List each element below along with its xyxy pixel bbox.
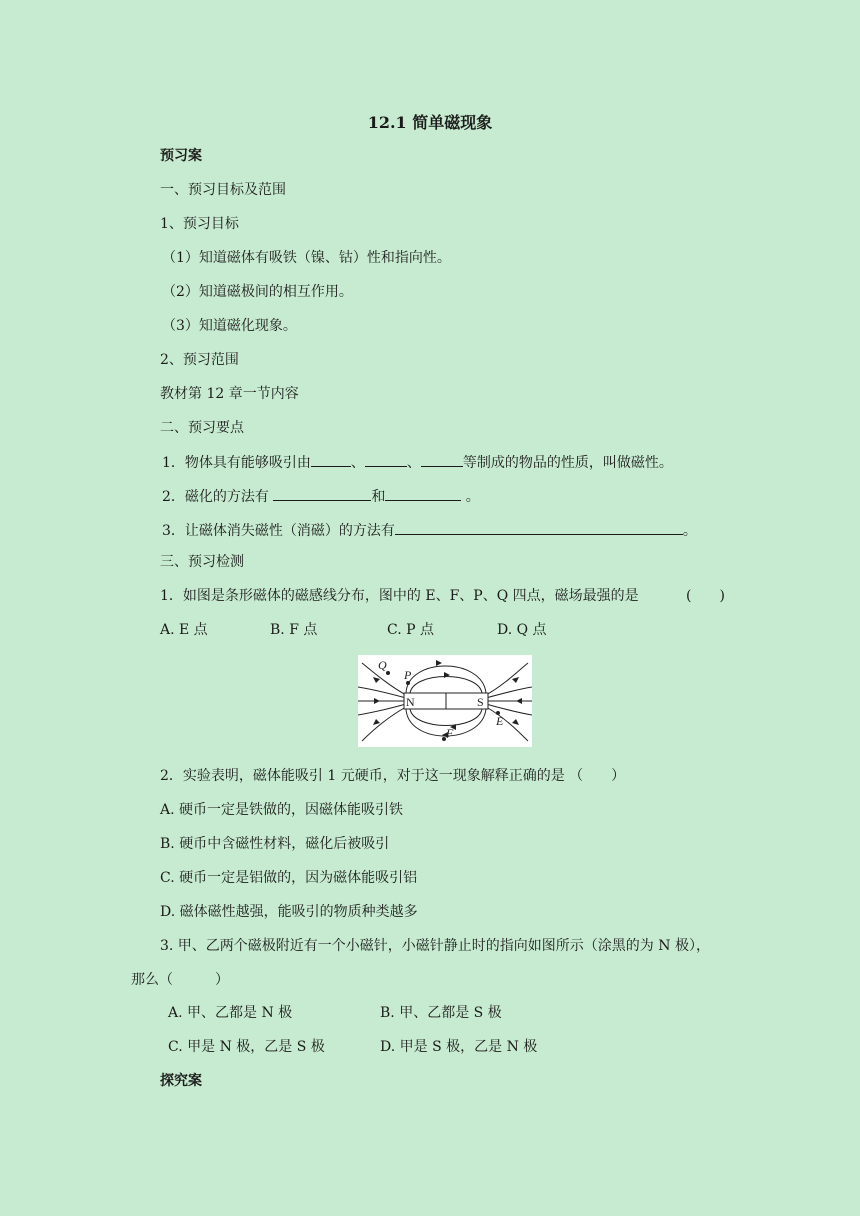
goal-item: （2）知道磁极间的相互作用。 <box>162 284 353 300</box>
point-3 <box>162 520 860 541</box>
separator: 、 <box>350 455 365 471</box>
pole-n-label: N <box>406 695 415 709</box>
point-3-text-a: 3．让磁体消失磁性（消磁）的方法有 <box>162 523 395 539</box>
goal-subheading: 1、预习目标 <box>160 216 239 232</box>
section-explore-heading: 探究案 <box>160 1073 202 1089</box>
q3-option-b[interactable]: B. 甲、乙都是 S 极 <box>380 1005 502 1021</box>
arrow-icon <box>373 677 380 683</box>
arrow-icon <box>444 672 450 678</box>
q1-option-d[interactable]: D. Q 点 <box>497 622 547 638</box>
range-subheading: 2、预习范围 <box>160 352 239 368</box>
point-p-label: P <box>404 668 412 682</box>
q2-option-a[interactable]: A. 硬币一定是铁做的，因磁体能吸引铁 <box>160 802 404 818</box>
point-2 <box>162 486 860 507</box>
q2-option-c[interactable]: C. 硬币一定是铝做的，因为磁体能吸引铝 <box>160 870 418 886</box>
fill-blank[interactable] <box>311 452 351 467</box>
check-heading: 三、预习检测 <box>160 554 244 570</box>
field-lines-diagram <box>358 655 532 747</box>
pole-s-label: S <box>477 695 484 709</box>
field-line <box>486 704 532 715</box>
arrow-icon <box>436 660 442 666</box>
arrow-icon <box>373 719 380 725</box>
point-2-text-a: 2．磁化的方法有 <box>162 489 274 505</box>
field-line <box>410 709 482 726</box>
fill-blank[interactable] <box>395 520 683 535</box>
q1-option-b[interactable]: B. F 点 <box>270 622 318 638</box>
q1-stem: 1．如图是条形磁体的磁感线分布，图中的 E、F、P、Q 四点，磁场最强的是 <box>160 588 639 604</box>
field-line <box>358 687 406 698</box>
magnet-field-figure <box>358 655 532 747</box>
arrow-icon <box>512 719 519 725</box>
answer-paren[interactable]: ( ) <box>686 588 725 604</box>
q3-option-c[interactable]: C. 甲是 N 极，乙是 S 极 <box>168 1039 325 1055</box>
goal-item: （3）知道磁化现象。 <box>162 318 297 334</box>
arrow-icon <box>512 677 519 683</box>
goal-heading: 一、预习目标及范围 <box>160 182 286 198</box>
field-line <box>406 666 486 693</box>
field-line <box>410 677 482 694</box>
section-preview-heading: 预习案 <box>160 148 202 164</box>
q3-stem-line1: 3. 甲、乙两个磁极附近有一个小磁针，小磁针静止时的指向如图所示（涂黑的为 N 极）， <box>160 938 710 954</box>
q3-option-d[interactable]: D. 甲是 S 极，乙是 N 极 <box>380 1039 538 1055</box>
point-1-text-b: 等制成的物品的性质，叫做磁性。 <box>462 455 673 471</box>
page-title: 12.1 简单磁现象 <box>367 113 493 132</box>
points-heading: 二、预习要点 <box>160 420 244 436</box>
arrow-icon <box>516 698 522 704</box>
goal-item: （1）知道磁体有吸铁（镍、钴）性和指向性。 <box>162 250 451 266</box>
field-line <box>486 707 528 741</box>
q2-stem: 2．实验表明，磁体能吸引 1 元硬币，对于这一现象解释正确的是 （ ） <box>160 768 626 784</box>
point-1 <box>162 452 860 473</box>
point-q-label: Q <box>378 658 387 672</box>
q3-stem-line2: 那么（ ） <box>131 972 229 988</box>
field-line <box>362 707 406 741</box>
separator: 、 <box>406 455 421 471</box>
point-3-end: 。 <box>682 523 697 539</box>
arrow-icon <box>374 698 380 704</box>
point-2-and: 和 <box>371 489 386 505</box>
field-line <box>486 687 532 698</box>
q2-option-b[interactable]: B. 硬币中含磁性材料，磁化后被吸引 <box>160 836 390 852</box>
q1-option-c[interactable]: C. P 点 <box>387 622 434 638</box>
field-line <box>358 704 406 715</box>
q1-option-a[interactable]: A. E 点 <box>160 622 208 638</box>
fill-blank[interactable] <box>421 452 463 467</box>
fill-blank[interactable] <box>385 486 461 501</box>
point-2-end: 。 <box>461 489 480 505</box>
q2-option-d[interactable]: D. 磁体磁性越强，能吸引的物质种类越多 <box>160 904 418 920</box>
fill-blank[interactable] <box>273 486 371 501</box>
point-1-text-a: 1．物体具有能够吸引由 <box>162 455 311 471</box>
point-f-label: F <box>446 726 454 740</box>
range-text: 教材第 12 章一节内容 <box>160 386 299 402</box>
fill-blank[interactable] <box>365 452 407 467</box>
field-line <box>486 663 528 695</box>
q3-option-a[interactable]: A. 甲、乙都是 N 极 <box>168 1005 293 1021</box>
point-e-label: E <box>496 714 504 728</box>
